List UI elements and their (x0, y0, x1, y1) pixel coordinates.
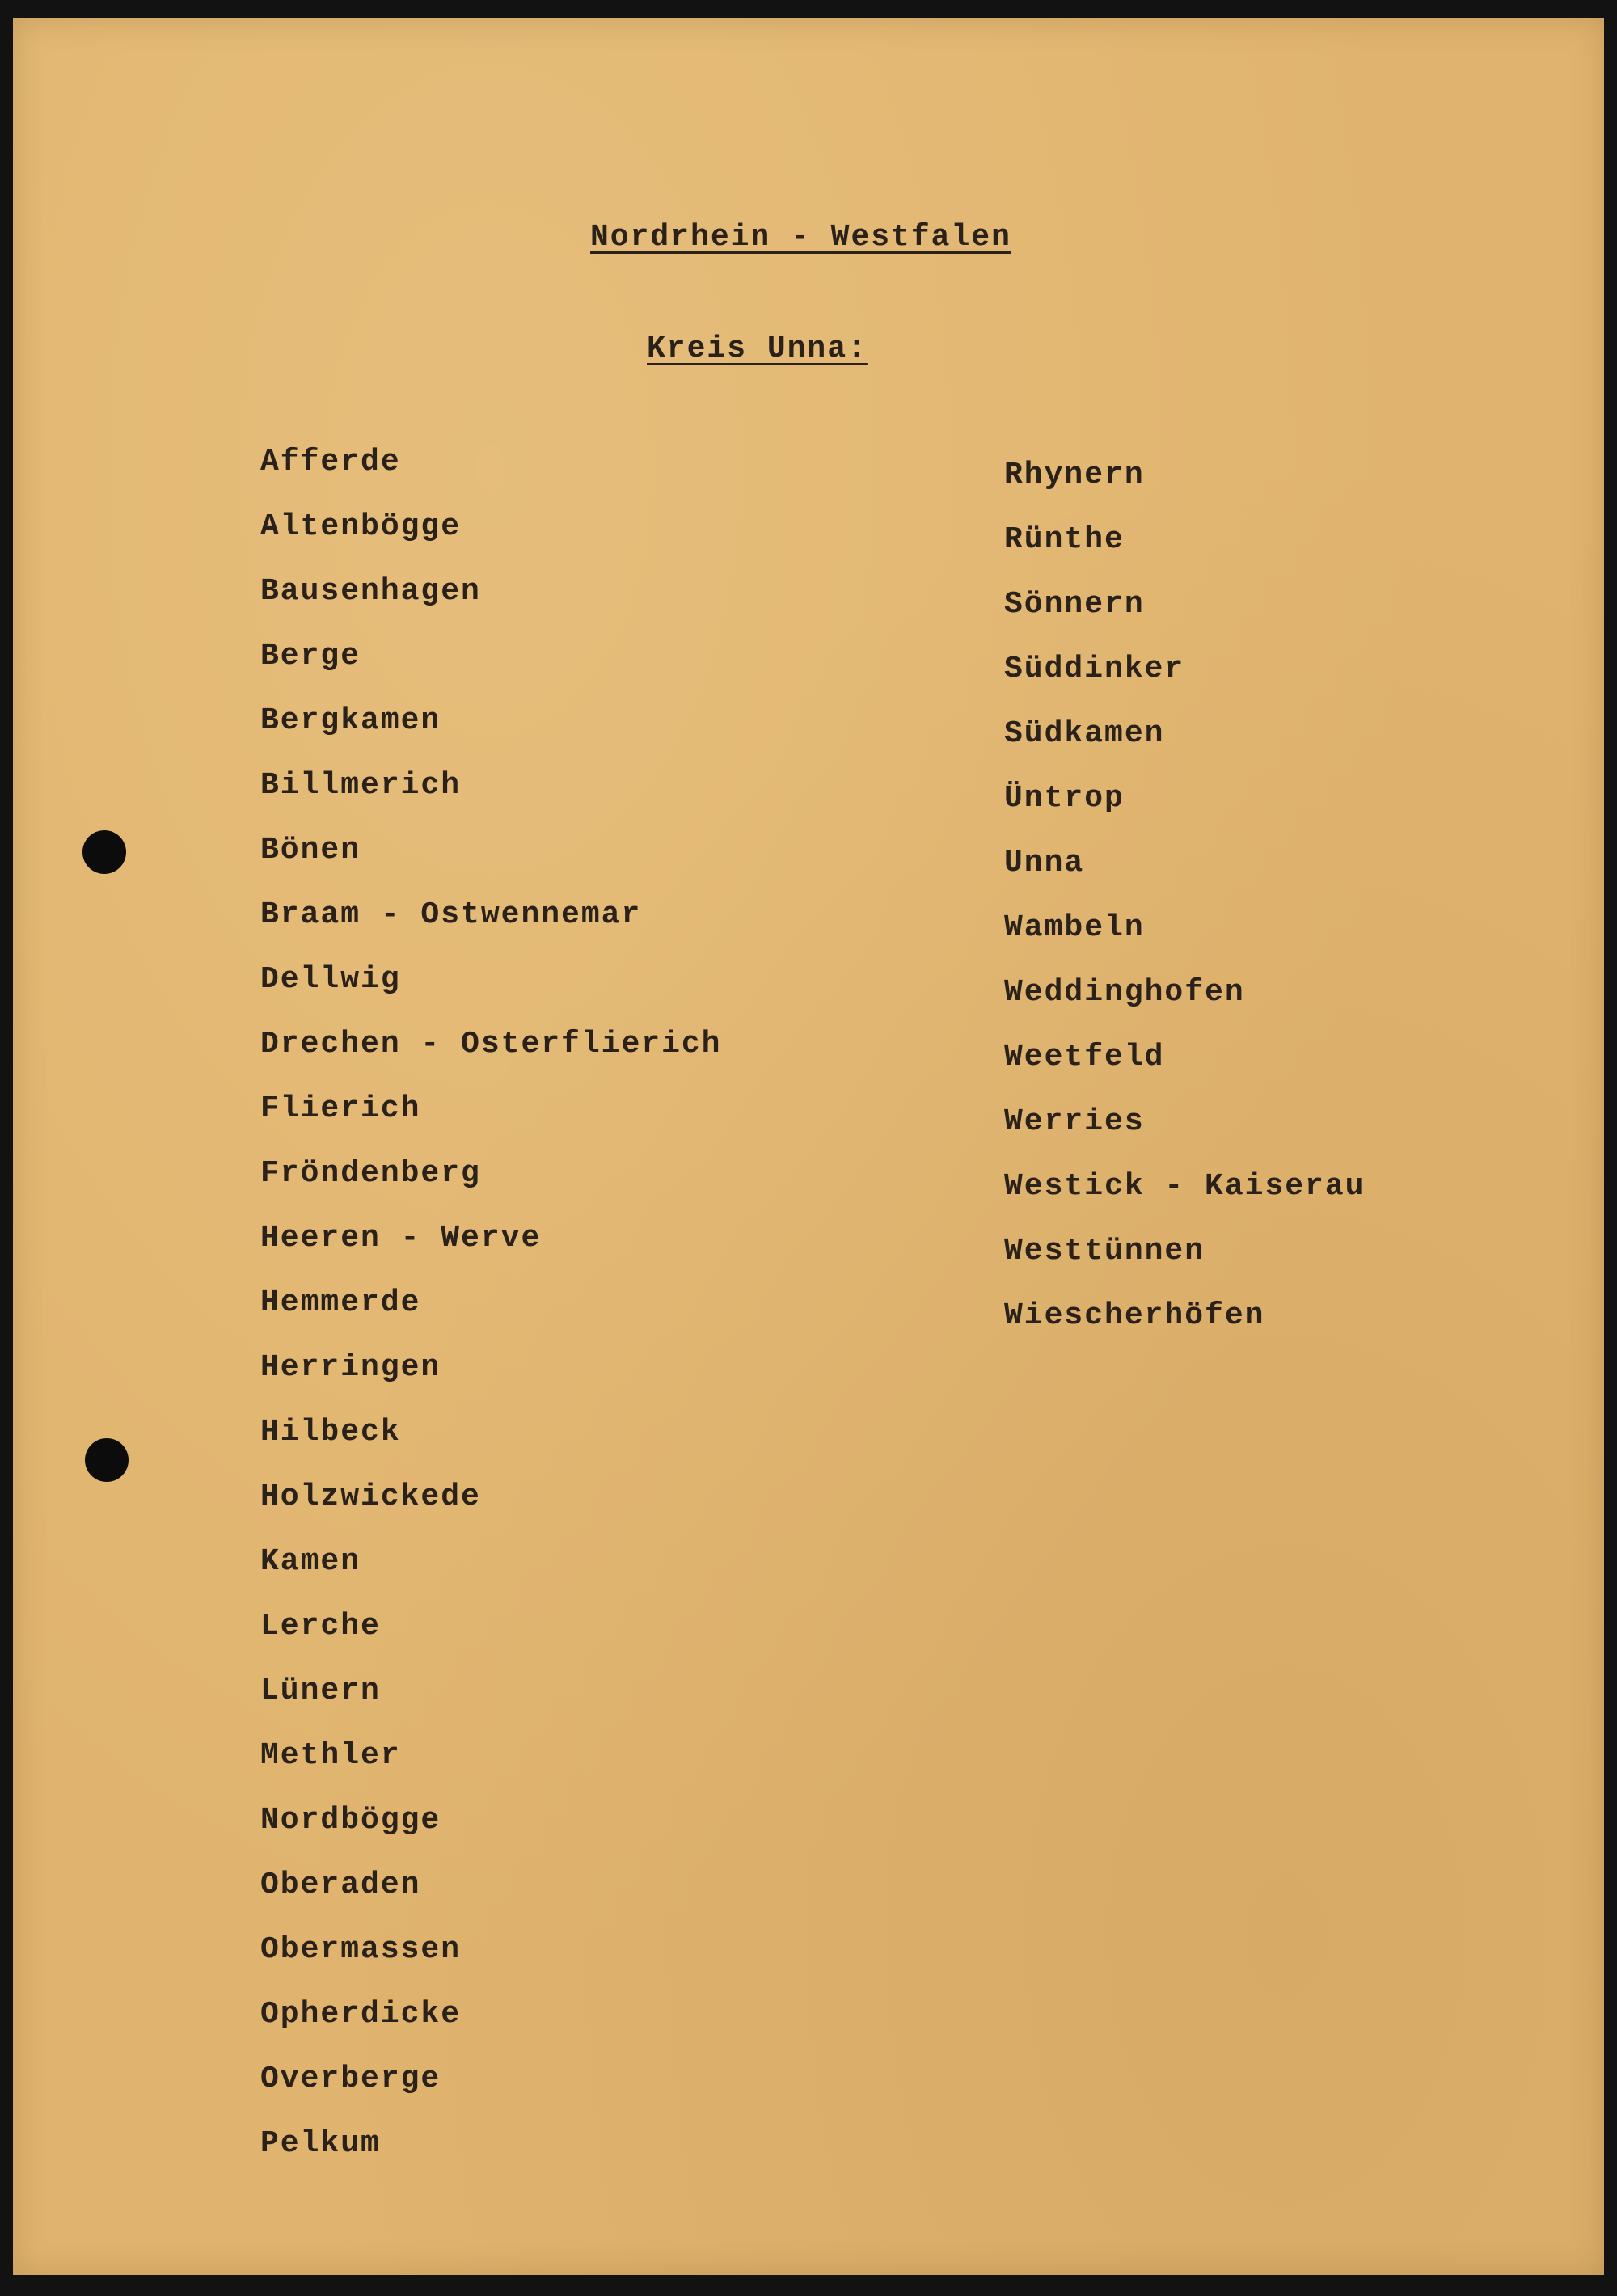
list-item: Overberge (260, 2062, 441, 2096)
list-item: Bönen (260, 833, 361, 867)
list-item: Drechen - Osterflierich (260, 1027, 722, 1061)
list-item: Oberaden (260, 1868, 421, 1902)
punch-hole (82, 830, 126, 874)
list-item: Westick - Kaiserau (1004, 1169, 1366, 1204)
document-subtitle: Kreis Unna: (647, 331, 868, 366)
list-item: Billmerich (260, 768, 462, 803)
list-item: Obermassen (260, 1932, 462, 1967)
list-item: Weetfeld (1004, 1040, 1165, 1074)
list-item: Südkamen (1004, 716, 1165, 751)
list-item: Üntrop (1004, 781, 1125, 816)
punch-hole (85, 1438, 129, 1482)
document-title: Nordrhein - Westfalen (590, 220, 1011, 255)
list-item: Rhynern (1004, 458, 1145, 492)
list-item: Pelkum (260, 2126, 381, 2161)
list-item: Holzwickede (260, 1479, 481, 1514)
list-item: Wambeln (1004, 910, 1145, 945)
list-item: Weddinghofen (1004, 975, 1245, 1010)
list-item: Heeren - Werve (260, 1221, 542, 1256)
left-column-list (260, 430, 722, 2176)
list-item: Herringen (260, 1350, 441, 1385)
list-item: Sönnern (1004, 587, 1145, 622)
list-item: Bausenhagen (260, 574, 481, 609)
list-item: Süddinker (1004, 652, 1185, 686)
list-item: Fröndenberg (260, 1156, 481, 1191)
list-item: Werries (1004, 1104, 1145, 1139)
list-item: Afferde (260, 445, 401, 479)
list-item: Opherdicke (260, 1997, 462, 2032)
list-item: Lünern (260, 1673, 381, 1708)
list-item: Berge (260, 639, 361, 673)
list-item: Bergkamen (260, 703, 441, 738)
list-item: Nordbögge (260, 1803, 441, 1838)
list-item: Dellwig (260, 962, 401, 997)
list-item: Wiescherhöfen (1004, 1298, 1265, 1333)
list-item: Hemmerde (260, 1285, 421, 1320)
list-item: Altenbögge (260, 509, 462, 544)
list-item: Westtünnen (1004, 1234, 1205, 1268)
list-item: Rünthe (1004, 522, 1125, 557)
list-item: Methler (260, 1738, 401, 1773)
list-item: Lerche (260, 1609, 381, 1644)
list-item: Hilbeck (260, 1415, 401, 1450)
right-column-list (1004, 443, 1365, 1348)
list-item: Kamen (260, 1544, 361, 1579)
list-item: Unna (1004, 846, 1085, 880)
list-item: Braam - Ostwennemar (260, 897, 642, 932)
list-item: Flierich (260, 1091, 421, 1126)
